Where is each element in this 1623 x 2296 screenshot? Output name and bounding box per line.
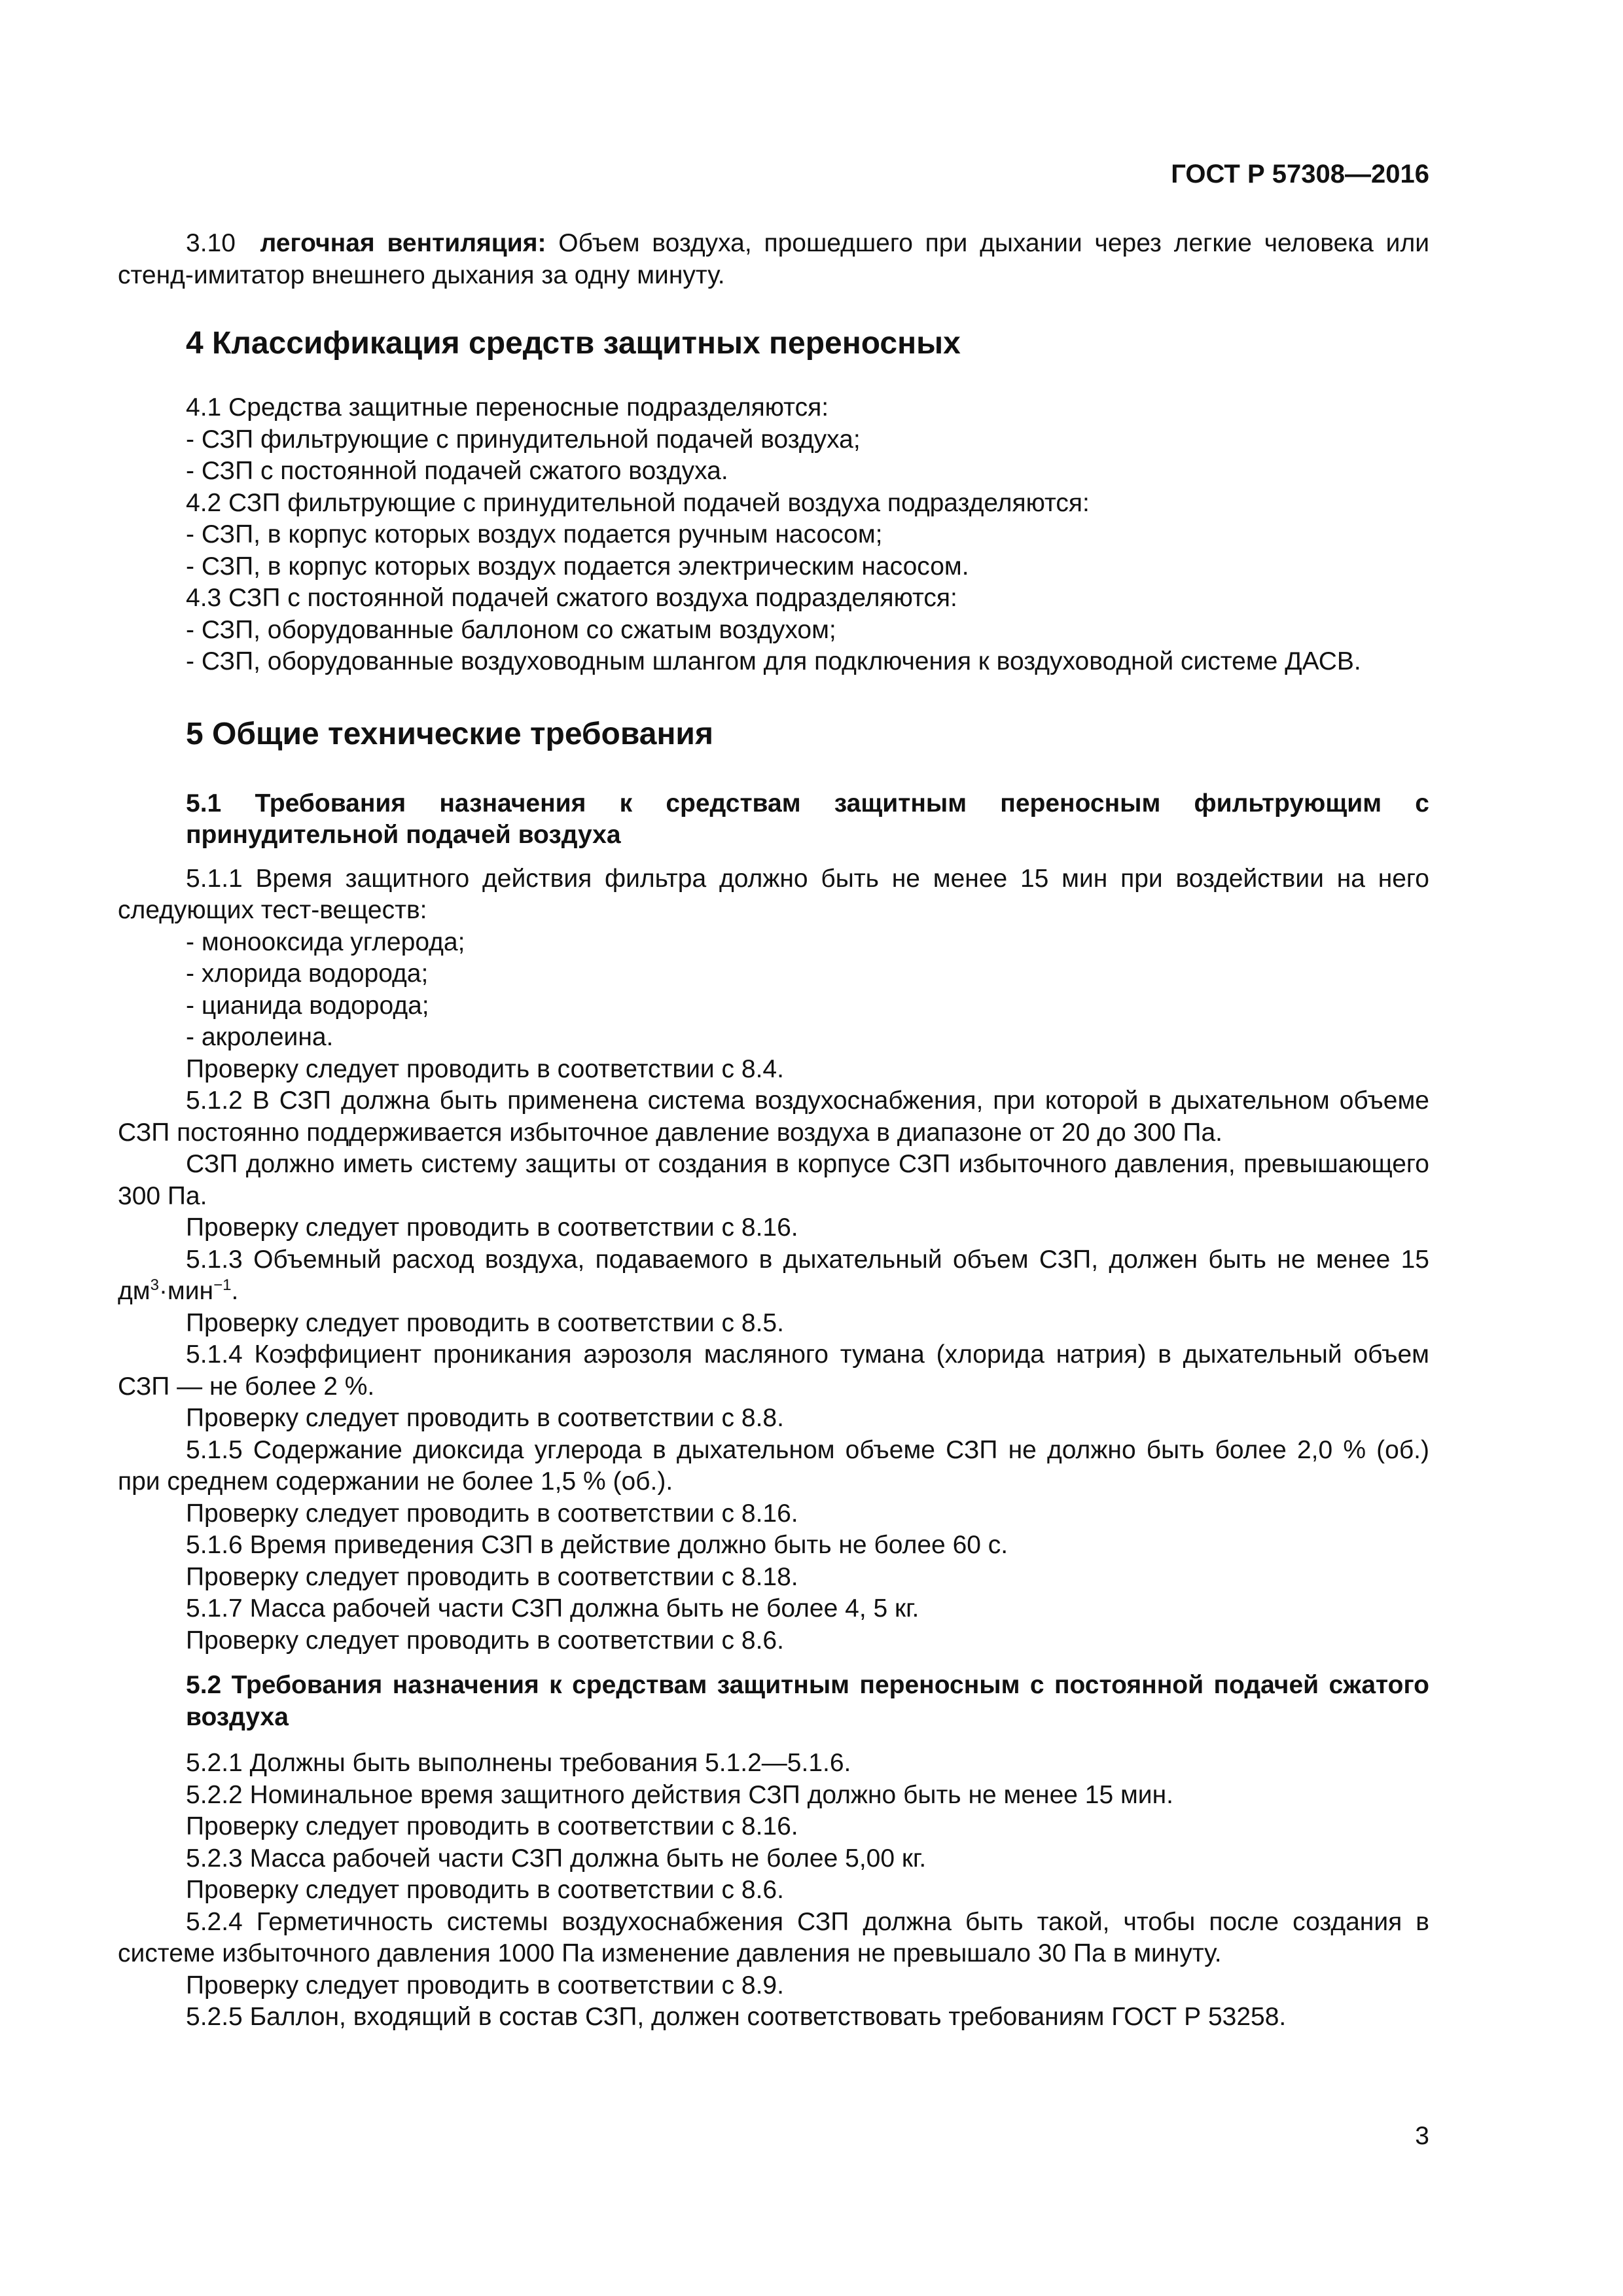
verification-note: Проверку следует проводить в соответствии с 8.6. [186, 1876, 784, 1904]
paragraph-5-2-4: 5.2.4 Герметичность системы воздухоснабжения СЗП должна быть такой, чтобы после создания в системе избыточного давления 1000 Па изменение давления не превышало 30 Па в минуту. [118, 1907, 1429, 1967]
text-fragment: ·мин [158, 1277, 214, 1305]
subsection-5-2-title: 5.2 Требования назначения к средствам защитным переносным с постоянной подачей сжатого воздуха [186, 1671, 1429, 1731]
superscript: 3 [150, 1276, 159, 1294]
superscript: −1 [213, 1276, 232, 1294]
paragraph-5-1-7: 5.1.7 Масса рабочей части СЗП должна быть не более 4, 5 кг. [186, 1594, 919, 1623]
verification-note: Проверку следует проводить в соответствии с 8.16. [186, 1213, 798, 1242]
paragraph-4-2: 4.2 СЗП фильтрующие с принудительной подачей воздуха подразделяются: [186, 488, 1090, 517]
section-4-title: 4 Классификация средств защитных переносных [186, 326, 961, 361]
paragraph-5-2-2: 5.2.2 Номинальное время защитного действия СЗП должно быть не менее 15 мин. [186, 1780, 1173, 1809]
verification-note: Проверку следует проводить в соответствии с 8.8. [186, 1404, 784, 1432]
section-5-title: 5 Общие технические требования [186, 716, 713, 751]
list-item: - СЗП, оборудованные воздуховодным шлангом для подключения к воздуховодной системе ДАСВ. [186, 647, 1361, 675]
verification-note: Проверку следует проводить в соответствии с 8.16. [186, 1499, 798, 1528]
paragraph-5-1-3 [118, 1244, 1429, 1308]
list-item: - СЗП, в корпус которых воздух подается ручным насосом; [186, 520, 883, 548]
paragraph-5-1-4: 5.1.4 Коэффициент проникания аэрозоля масляного тумана (хлорида натрия) в дыхательный объем СЗП — не более 2 %. [118, 1340, 1429, 1401]
term: легочная вентиляция: [260, 229, 546, 257]
verification-note: Проверку следует проводить в соответствии с 8.18. [186, 1562, 798, 1591]
verification-note: Проверку следует проводить в соответствии с 8.6. [186, 1626, 784, 1655]
term-definition: Объем воздуха, прошедшего при дыхании через легкие человека или стенд-имитатор внешнего дыхания за одну минуту. [118, 229, 1429, 289]
verification-note: Проверку следует проводить в соответствии с 8.9. [186, 1971, 784, 2000]
document-page [118, 157, 1429, 2034]
list-item: - хлорида водорода; [186, 960, 429, 988]
paragraph-5-2-3: 5.2.3 Масса рабочей части СЗП должна быть не более 5,00 кг. [186, 1844, 927, 1873]
paragraph-5-1-5: 5.1.5 Содержание диоксида углерода в дыхательном объеме СЗП не должно быть более 2,0 % (об.) при среднем содержании не более 1,5 % (об.). [118, 1435, 1429, 1496]
paragraph-5-1-2-b: СЗП должно иметь систему защиты от создания в корпусе СЗП избыточного давления, превышающего 300 Па. [118, 1150, 1429, 1210]
clause-3-10 [118, 228, 1429, 291]
text-fragment: 5.1.3 Объемный расход воздуха, подаваемого в дыхательный объем СЗП, должен быть не менее 15 дм [118, 1245, 1429, 1305]
list-item: - СЗП с постоянной подачей сжатого воздуха. [186, 457, 728, 485]
list-item: - акролеина. [186, 1023, 334, 1051]
clause-number: 3.10 [186, 229, 236, 257]
paragraph-5-1-1: 5.1.1 Время защитного действия фильтра должно быть не менее 15 мин при воздействии на него следующих тест-веществ: [118, 864, 1429, 924]
list-item: - СЗП фильтрующие с принудительной подачей воздуха; [186, 425, 861, 454]
text-fragment: . [231, 1277, 239, 1305]
document-header: ГОСТ Р 57308—2016 [1171, 160, 1429, 188]
paragraph-4-3: 4.3 СЗП с постоянной подачей сжатого воздуха подразделяются: [186, 584, 957, 612]
verification-note: Проверку следует проводить в соответствии с 8.4. [186, 1054, 784, 1083]
paragraph-5-1-2: 5.1.2 В СЗП должна быть применена система воздухоснабжения, при которой в дыхательном объеме СЗП постоянно поддерживается избыточное давление воздуха в диапазоне от 20 до 300 Па. [118, 1086, 1429, 1147]
subsection-5-1-title: 5.1 Требования назначения к средствам защитным переносным фильтрующим с принудительной подачей воздуха [186, 789, 1429, 849]
verification-note: Проверку следует проводить в соответствии с 8.5. [186, 1308, 784, 1337]
list-item: - цианида водорода; [186, 991, 429, 1020]
paragraph-5-2-1: 5.2.1 Должны быть выполнены требования 5.1.2—5.1.6. [186, 1749, 851, 1777]
list-item: - СЗП, оборудованные баллоном со сжатым воздухом; [186, 615, 836, 644]
paragraph-5-2-5: 5.2.5 Баллон, входящий в состав СЗП, должен соответствовать требованиям ГОСТ Р 53258. [186, 2003, 1287, 2031]
list-item: - монооксида углерода; [186, 927, 465, 956]
page-number: 3 [1415, 2122, 1429, 2150]
verification-note: Проверку следует проводить в соответствии с 8.16. [186, 1812, 798, 1840]
paragraph-5-1-6: 5.1.6 Время приведения СЗП в действие должно быть не более 60 с. [186, 1531, 1008, 1559]
list-item: - СЗП, в корпус которых воздух подается электрическим насосом. [186, 552, 969, 581]
paragraph-4-1: 4.1 Средства защитные переносные подразделяются: [186, 393, 829, 422]
